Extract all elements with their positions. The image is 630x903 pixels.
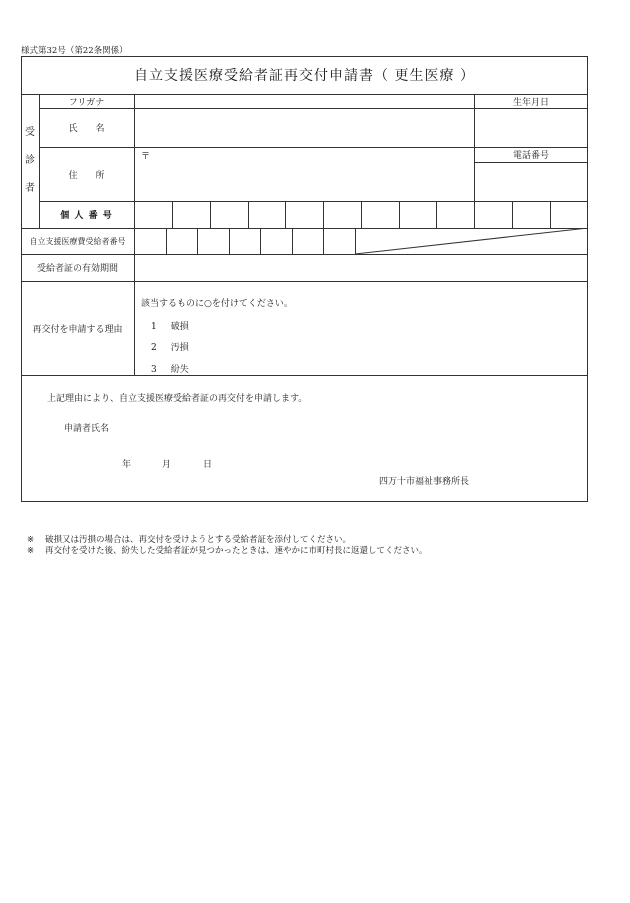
- patient-side-char: 者: [25, 183, 35, 194]
- form-number: 様式第32号（第22条関係）: [21, 46, 128, 56]
- date-year-label: 年: [122, 460, 132, 470]
- reason-option-number: 1: [151, 322, 157, 332]
- reason-instruction: 該当するものに○を付けてください。: [141, 299, 293, 309]
- reason-option-lost[interactable]: [151, 362, 189, 375]
- personal-number-field[interactable]: [134, 201, 588, 228]
- certificate-number-label: 自立支援医療費受給者番号: [29, 236, 126, 246]
- address-field[interactable]: [134, 147, 474, 201]
- birthdate-field[interactable]: [474, 108, 588, 147]
- patient-side-char: 診: [25, 155, 35, 166]
- note-text: 破損又は汚損の場合は、再交付を受けようとする受給者証を添付してください。: [45, 535, 352, 545]
- note-text: 再交付を受けた後、紛失した受給者証が見つかったときは、速やかに市町村長に返還してください。: [45, 546, 428, 556]
- reason-option-soiled[interactable]: [151, 340, 189, 353]
- date-month-label: 月: [162, 460, 172, 470]
- reason-option-damaged[interactable]: [151, 319, 189, 332]
- address-label: 住 所: [68, 170, 105, 181]
- validity-period-label: 受給者証の有効期間: [36, 264, 118, 274]
- reason-option-number: 3: [151, 365, 157, 375]
- reason-option-number: 2: [151, 343, 157, 353]
- unused-area-diagonal: [355, 228, 588, 254]
- postal-mark: 〒: [141, 152, 151, 162]
- patient-side-label: [21, 94, 39, 228]
- furigana-field[interactable]: [134, 94, 474, 108]
- applicant-name-field[interactable]: [140, 414, 440, 434]
- applicant-name-label: 申請者氏名: [64, 424, 110, 434]
- declaration-text: 上記理由により、自立支援医療受給者証の再交付を申請します。: [47, 394, 308, 404]
- name-field[interactable]: [134, 108, 474, 147]
- patient-side-char: 受: [25, 127, 35, 138]
- addressee: 四万十市福祉事務所長: [379, 477, 470, 487]
- form-title: 自立支援医療受給者証再交付申請書（ 更生医療 ）: [134, 68, 475, 84]
- reason-option-text: 紛失: [170, 365, 189, 375]
- validity-period-field[interactable]: [134, 254, 588, 281]
- reason-row-divider: [21, 375, 588, 376]
- furigana-label: フリガナ: [68, 97, 105, 108]
- certificate-number-field[interactable]: [134, 228, 355, 254]
- note-mark: ※: [27, 535, 35, 545]
- reason-option-text: 汚損: [170, 343, 189, 353]
- date-day-label: 日: [203, 460, 213, 470]
- birthdate-label: 生年月日: [512, 97, 549, 108]
- phone-field[interactable]: [474, 162, 588, 201]
- note-item: [27, 544, 428, 556]
- note-mark: ※: [27, 546, 35, 556]
- reason-option-text: 破損: [170, 322, 189, 332]
- phone-label: 電話番号: [512, 151, 549, 161]
- name-label: 氏 名: [68, 124, 105, 134]
- personal-number-label: 個 人 番 号: [60, 211, 113, 221]
- reason-label: 再交付を申請する理由: [32, 324, 123, 335]
